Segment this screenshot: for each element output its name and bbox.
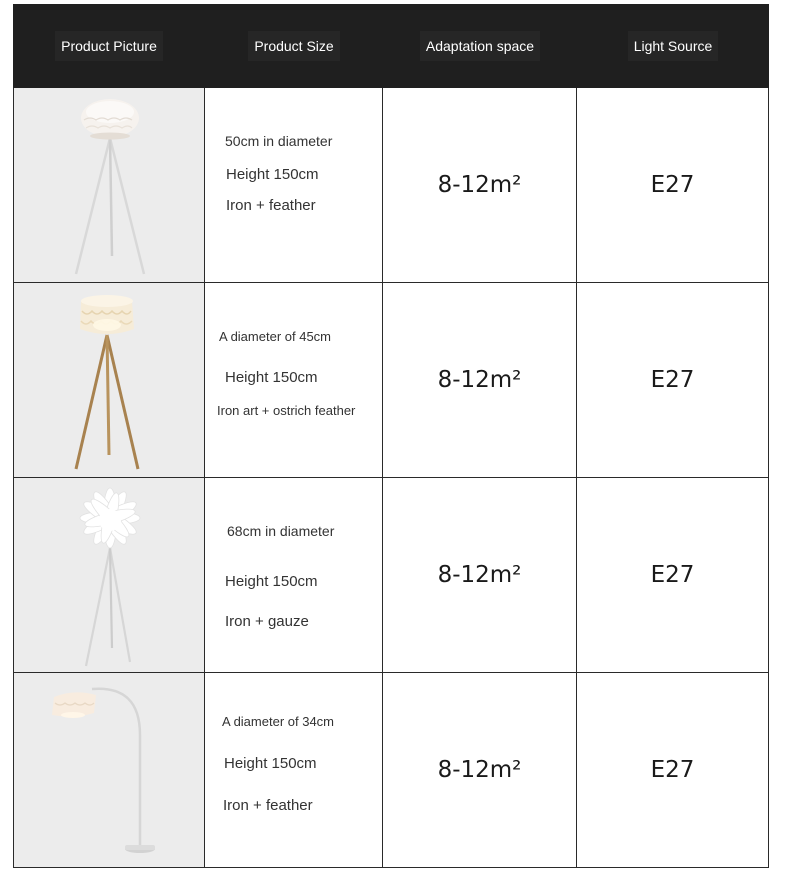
table-row xyxy=(13,478,769,673)
light-source-cell xyxy=(577,88,769,282)
header-adaptation-space xyxy=(383,4,577,88)
size-height: Height 150cm xyxy=(225,573,318,590)
size-diameter: 50cm in diameter xyxy=(225,133,333,149)
size-material: Iron + feather xyxy=(223,797,313,814)
table-header xyxy=(13,4,769,88)
light-source-cell xyxy=(577,478,769,672)
light-source-cell xyxy=(577,283,769,477)
adaptation-space-cell xyxy=(383,673,577,867)
product-size-cell xyxy=(205,88,383,282)
size-height: Height 150cm xyxy=(225,369,318,386)
adaptation-space-value: 8-12m² xyxy=(437,562,522,588)
header-light-source xyxy=(577,4,769,88)
product-picture xyxy=(13,673,205,867)
size-diameter: A diameter of 45cm xyxy=(219,329,331,344)
size-diameter: A diameter of 34cm xyxy=(222,714,334,729)
light-source-value: E27 xyxy=(650,562,695,588)
light-source-value: E27 xyxy=(650,757,695,783)
product-picture xyxy=(13,283,205,477)
adaptation-space-value: 8-12m² xyxy=(437,367,522,393)
light-source-cell xyxy=(577,673,769,867)
size-material: Iron + gauze xyxy=(225,613,309,630)
adaptation-space-value: 8-12m² xyxy=(437,757,522,783)
product-size-cell xyxy=(205,478,383,672)
adaptation-space-value: 8-12m² xyxy=(437,172,522,198)
product-size-cell xyxy=(205,673,383,867)
header-adaptation-space-label: Adaptation space xyxy=(420,31,540,61)
product-picture xyxy=(13,88,205,282)
size-height: Height 150cm xyxy=(224,755,317,772)
header-product-size xyxy=(205,4,383,88)
white-feather-tripod-lamp-image xyxy=(14,88,206,283)
arc-feather-floor-lamp-image xyxy=(14,673,206,868)
header-light-source-label: Light Source xyxy=(628,31,719,61)
ostrich-feather-wood-tripod-lamp-image xyxy=(14,283,206,478)
product-size-cell xyxy=(205,283,383,477)
adaptation-space-cell xyxy=(383,478,577,672)
product-picture xyxy=(13,478,205,672)
adaptation-space-cell xyxy=(383,88,577,282)
table-row xyxy=(13,283,769,478)
size-diameter: 68cm in diameter xyxy=(227,523,335,539)
header-product-picture xyxy=(13,4,205,88)
spec-table xyxy=(13,4,770,868)
light-source-value: E27 xyxy=(650,172,695,198)
adaptation-space-cell xyxy=(383,283,577,477)
header-product-picture-label: Product Picture xyxy=(55,31,163,61)
size-material: Iron art + ostrich feather xyxy=(217,403,356,418)
table-row xyxy=(13,88,769,283)
header-product-size-label: Product Size xyxy=(248,31,339,61)
size-material: Iron + feather xyxy=(226,197,316,214)
light-source-value: E27 xyxy=(650,367,695,393)
table-row xyxy=(13,673,769,868)
size-height: Height 150cm xyxy=(226,166,319,183)
feather-burst-tripod-lamp-image xyxy=(14,478,206,673)
